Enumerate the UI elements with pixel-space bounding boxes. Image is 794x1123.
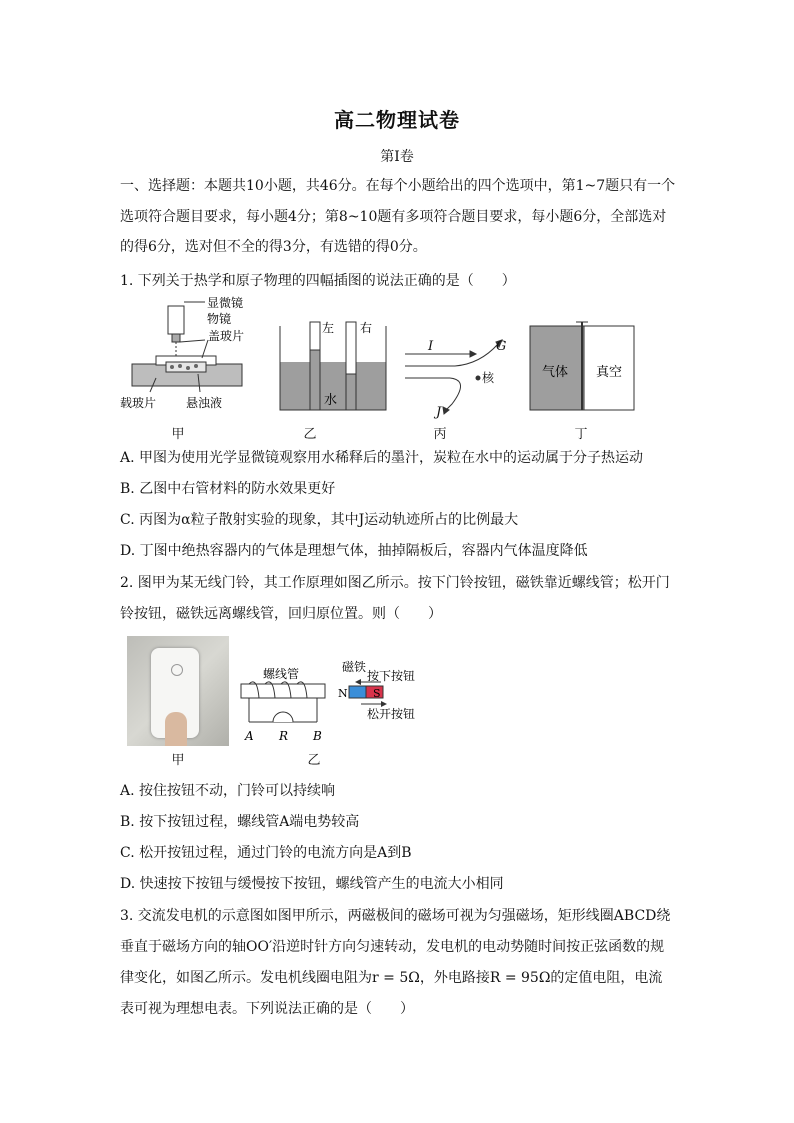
q2-circuit <box>235 660 435 742</box>
q2-option-c: C. 松开按钮过程，通过门铃的电流方向是A到B <box>120 845 412 861</box>
label-microscope: 显微镜 <box>207 296 244 310</box>
label-solenoid: 螺线管 <box>263 667 300 681</box>
section-instructions: 一、选择题：本题共10小题，共46分。在每个小题给出的四个选项中，第1~7题只有一个选项符合题目要求，每小题4分；第8~10题有多项符合题目要求，每小题6分，全部选对的得6分，选对但不全的得3分，有选错的得0分。 <box>120 178 676 255</box>
label-left: 左 <box>322 321 335 335</box>
q2-option-a: A. 按住按钮不动，门铃可以持续响 <box>120 783 336 799</box>
q1-option-a: A. 甲图为使用光学显微镜观察用水稀释后的墨汁，炭粒在水中的运动属于分子热运动 <box>120 450 644 466</box>
q3-line1: 3. 交流发电机的示意图如图甲所示，两磁极间的磁场可视为匀强磁场，矩形线圈ABCD绕 <box>120 908 671 924</box>
label-I: I <box>428 339 434 354</box>
caption-q2-yi: 乙 <box>307 753 321 768</box>
page-title: 高二物理试卷 <box>334 108 460 132</box>
q3-line2: 垂直于磁场方向的轴OO′沿逆时针方向匀速转动，发电机的电动势随时间按正弦函数的规 <box>120 939 665 955</box>
figure-bing-scattering <box>405 339 506 420</box>
q1-stem: 1. 下列关于热学和原子物理的四幅插图的说法正确的是（ ） <box>120 273 516 289</box>
label-R: R <box>279 729 289 742</box>
label-objective: 物镜 <box>207 312 232 326</box>
label-cover-slip: 盖玻片 <box>208 329 245 343</box>
q1-option-c: C. 丙图为α粒子散射实验的现象，其中J运动轨迹所占的比例最大 <box>120 512 519 528</box>
label-S: S <box>373 687 381 700</box>
label-nucleus: 核 <box>482 371 495 385</box>
caption-ding: 丁 <box>574 427 588 442</box>
figure-jia-microscope <box>120 295 244 410</box>
label-right: 右 <box>360 321 373 335</box>
q2-option-b: B. 按下按钮过程，螺线管A端电势较高 <box>120 814 360 830</box>
label-release: 松开按钮 <box>367 707 416 721</box>
q1-option-d: D. 丁图中绝热容器内的气体是理想气体，抽掉隔板后，容器内气体温度降低 <box>120 543 588 559</box>
q3-line3: 律变化，如图乙所示。发电机线圈电阻为r = 5Ω，外电路接R = 95Ω的定值电阻，电流 <box>120 970 663 986</box>
caption-jia: 甲 <box>171 427 185 442</box>
q2-option-d: D. 快速按下按钮与缓慢按下按钮，螺线管产生的电流大小相同 <box>120 876 504 892</box>
label-slide: 载玻片 <box>120 396 157 410</box>
label-N: N <box>338 687 348 700</box>
q2-stem-line2: 铃按钮，磁铁远离螺线管，回归原位置。则（ ） <box>120 606 442 622</box>
label-G: G <box>496 339 507 354</box>
figure-yi-tubes <box>280 321 386 410</box>
q3-line4: 表可视为理想电表。下列说法正确的是（ ） <box>120 1001 414 1017</box>
q2-stem-line1: 2. 图甲为某无线门铃，其工作原理如图乙所示。按下门铃按钮，磁铁靠近螺线管；松开门 <box>120 575 670 591</box>
page-subtitle: 第I卷 <box>380 149 414 165</box>
label-water: 水 <box>324 393 338 408</box>
doorbell-photo <box>127 636 229 746</box>
label-suspension: 悬浊液 <box>186 396 223 410</box>
figure-ding-container <box>530 322 634 410</box>
label-J: J <box>436 405 442 420</box>
label-magnet: 磁铁 <box>342 660 367 674</box>
q1-figures <box>110 292 650 442</box>
label-vacuum: 真空 <box>596 365 623 380</box>
label-gas: 气体 <box>542 365 569 380</box>
caption-q2-jia: 甲 <box>171 753 185 768</box>
label-B: B <box>313 729 322 742</box>
label-A: A <box>245 729 254 742</box>
caption-yi: 乙 <box>303 427 317 442</box>
caption-bing: 丙 <box>433 427 447 442</box>
q1-option-b: B. 乙图中右管材料的防水效果更好 <box>120 481 336 497</box>
label-press: 按下按钮 <box>367 669 416 683</box>
